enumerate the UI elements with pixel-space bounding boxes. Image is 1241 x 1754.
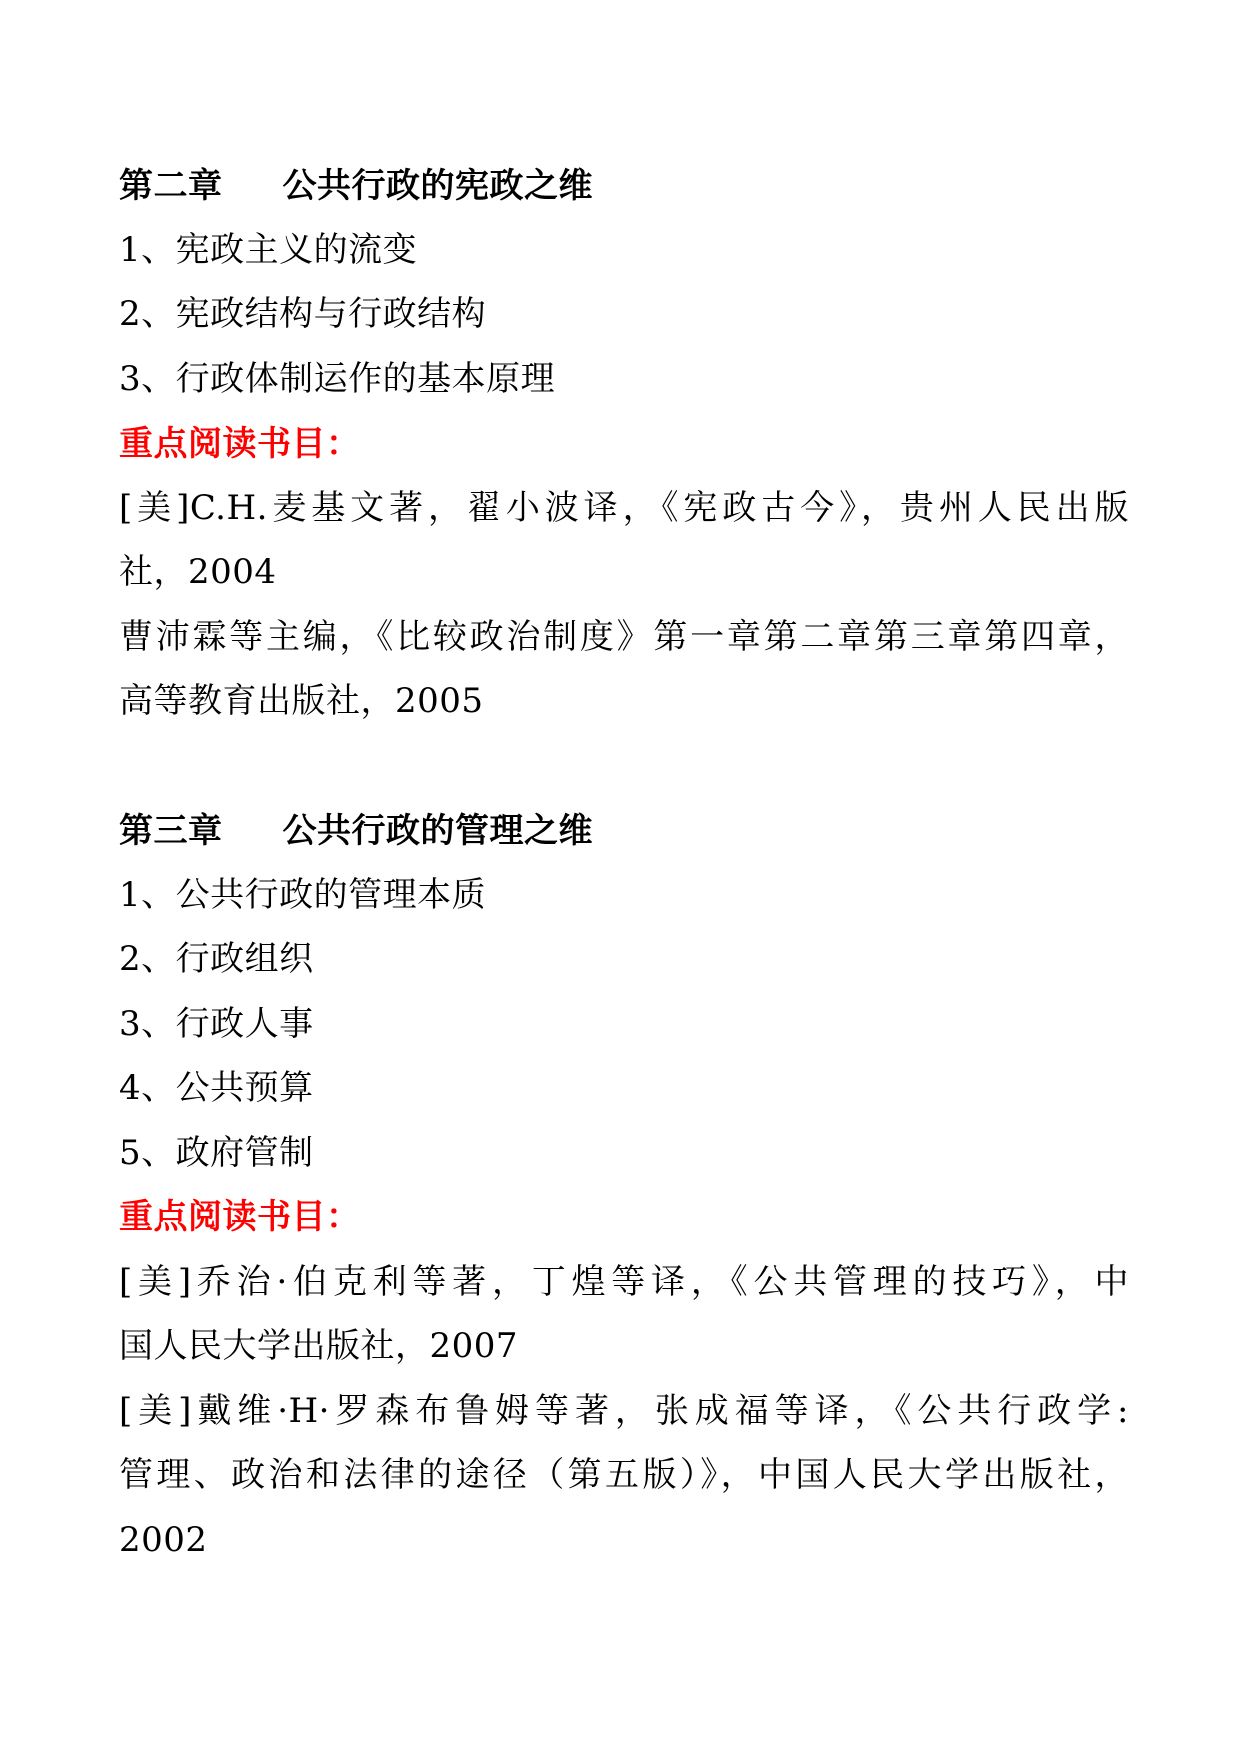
- chapter-3-reading-2-line-1: [美]戴维·H·罗森布鲁姆等著，张成福等译，《公共行政学:: [119, 1391, 1129, 1431]
- chapter-3-item-5: 5、政府管制: [119, 1133, 314, 1173]
- chapter-2-reading-2-line-2: 高等教育出版社，2005: [119, 681, 484, 721]
- chapter-2-item-1: 1、宪政主义的流变: [119, 230, 418, 270]
- chapter-2-reading-1-line-2: 社，2004: [119, 552, 277, 592]
- chapter-3-heading: [119, 805, 1129, 857]
- chapter-2-heading: [119, 160, 1129, 212]
- chapter-3-reading-2-line-2: 管理、政治和法律的途径（第五版）》，中国人民大学出版社，: [119, 1455, 1129, 1495]
- chapter-2-number: 第二章: [119, 166, 223, 206]
- chapter-3-reading-heading: 重点阅读书目：: [119, 1197, 361, 1237]
- chapter-2-reading-2-line-1: 曹沛霖等主编，《比较政治制度》第一章第二章第三章第四章，: [119, 617, 1129, 657]
- chapter-2-reading-heading: 重点阅读书目：: [119, 424, 361, 464]
- chapter-2-item-3: 3、行政体制运作的基本原理: [119, 359, 556, 399]
- chapter-3-reading-2-line-3: 2002: [119, 1520, 208, 1560]
- chapter-2-reading-1-line-1: [美]C.H.麦基文著，翟小波译，《宪政古今》，贵州人民出版: [119, 488, 1129, 528]
- chapter-2-title: 公共行政的宪政之维: [282, 166, 593, 206]
- chapter-3-reading-1-line-2: 国人民大学出版社，2007: [119, 1326, 519, 1366]
- chapter-2-item-2: 2、宪政结构与行政结构: [119, 294, 487, 334]
- chapter-3-reading-1-line-1: [美]乔治·伯克利等著，丁煌等译，《公共管理的技巧》，中: [119, 1262, 1129, 1302]
- chapter-3-number: 第三章: [119, 811, 223, 851]
- chapter-3-item-3: 3、行政人事: [119, 1004, 314, 1044]
- chapter-3-item-4: 4、公共预算: [119, 1068, 314, 1108]
- chapter-3-title: 公共行政的管理之维: [282, 811, 593, 851]
- chapter-3-item-1: 1、公共行政的管理本质: [119, 875, 487, 915]
- chapter-3-item-2: 2、行政组织: [119, 939, 314, 979]
